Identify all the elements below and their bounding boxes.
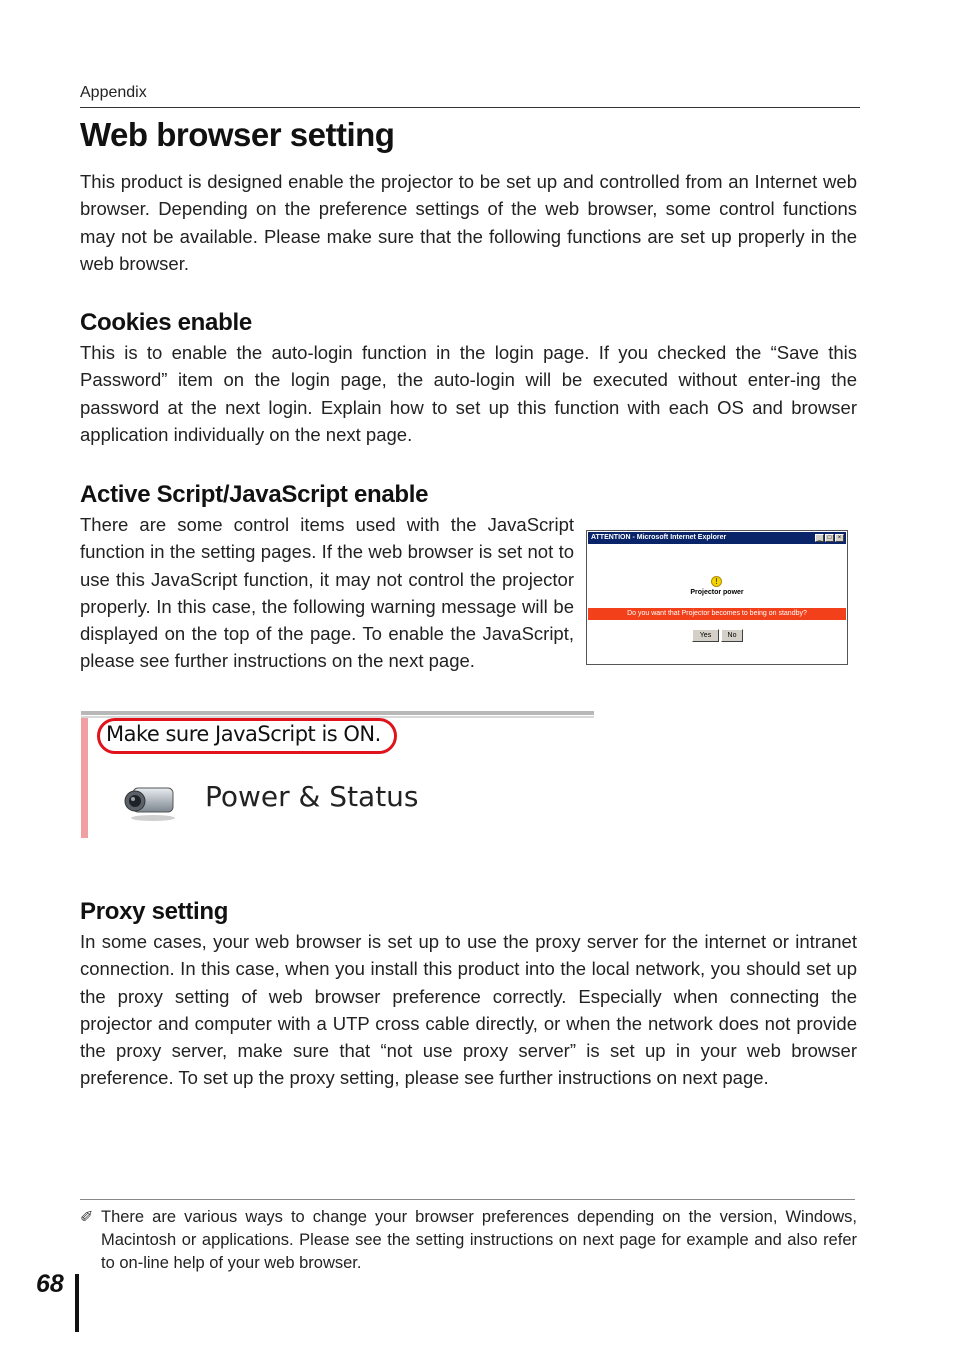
proxy-heading: Proxy setting — [80, 898, 229, 925]
section-tag: Appendix — [80, 84, 147, 101]
page-number-bar — [75, 1274, 79, 1332]
intro-paragraph: This product is designed enable the projector to be set up and controlled from an Internet web browser. Depending on the preference settings of the web browser, some control functions may not be available. Please make sure that the following functions are set up properly in the web browser. — [80, 171, 857, 274]
screenshot-top-rule — [81, 711, 594, 715]
highlight-oval — [97, 718, 397, 754]
javascript-warning-text: Make sure JavaScript is ON. — [106, 722, 381, 746]
screenshot-left-bar — [81, 718, 88, 838]
power-status-heading: Power & Status — [205, 780, 419, 813]
close-icon: × — [835, 534, 844, 542]
minimize-icon: _ — [815, 534, 824, 542]
warning-icon: ! — [711, 576, 722, 587]
yes-button: Yes — [692, 629, 719, 642]
javascript-warning-screenshot — [81, 708, 594, 838]
maximize-icon: □ — [825, 534, 834, 542]
note-paragraph: There are various ways to change your browser preferences depending on the version, Windows, Macintosh or applications. Please see the setting instructions on next page for example and also refer to on-line help of your web browser. — [101, 1208, 857, 1272]
page-title: Web browser setting — [80, 116, 395, 153]
cookies-heading: Cookies enable — [80, 309, 252, 336]
dialog-titlebar — [588, 532, 846, 544]
javascript-heading: Active Script/JavaScript enable — [80, 481, 429, 508]
proxy-paragraph: In some cases, your web browser is set up to use the proxy server for the internet or intranet connection. In this case, when you install this product into the local network, you should set up the proxy setting of web browser preference correctly. Especially when connecting the projector and computer with a UTP cross cable directly, or when the network does not provide the proxy server, make sure that “not use proxy server” is set up in your web browser preference. To set up the proxy setting, please see further instructions on next page. — [80, 931, 857, 1089]
header-rule — [80, 107, 860, 108]
dialog-message: Do you want that Projector becomes to being on standby? — [588, 608, 846, 620]
page-number: 68 — [36, 1270, 64, 1298]
dialog-title: ATTENTION - Microsoft Internet Explorer — [591, 534, 727, 541]
projector-icon — [119, 780, 181, 822]
cookies-paragraph: This is to enable the auto-login function in the login page. If you checked the “Save this Password” item on the login page, the auto-login will be executed without enter-ing the password at the next login. Explain how to set up this function with each OS and browser application individually on the next page. — [80, 342, 857, 445]
javascript-paragraph: There are some control items used with the JavaScript function in the setting pages. If the web browser is set not to use this JavaScript function, it may not control the projector properly. In this case, the following warning message will be displayed on the top of the page. To enable the JavaScript, please see further instructions on the next page. — [80, 514, 574, 672]
no-button: No — [721, 629, 743, 642]
attention-dialog-screenshot — [586, 530, 848, 665]
dialog-heading: Projector power — [690, 589, 744, 596]
note-rule — [80, 1199, 855, 1200]
pencil-note-icon: ✐ — [80, 1209, 94, 1226]
